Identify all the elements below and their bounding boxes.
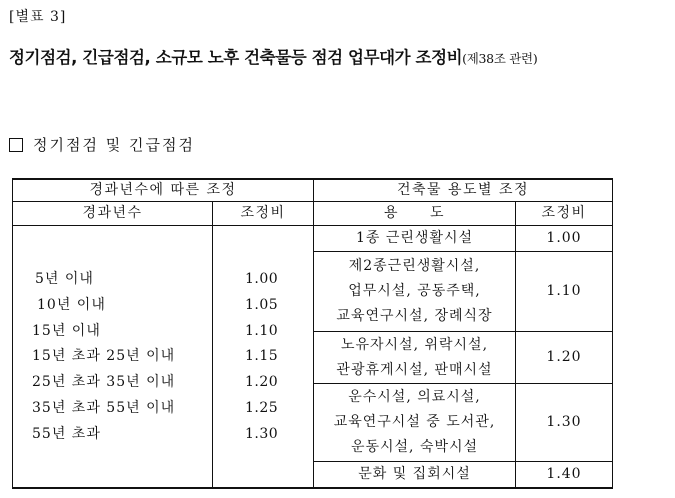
years-coeff: 1.10 (245, 322, 279, 339)
table-border-right (612, 178, 613, 489)
column-header-coeff-left: 조정비 (240, 205, 286, 221)
use-line: 문화 및 집회시설 (358, 466, 471, 482)
years-label: 15년 초과 25년 이내 (32, 348, 176, 365)
years-coeff: 1.15 (245, 348, 279, 365)
use-cell (314, 332, 515, 383)
use-line: 노유자시설, 위락시설, (340, 336, 489, 353)
years-list (32, 267, 175, 448)
use-coeff: 1.20 (546, 349, 582, 365)
title-main: 정기점검, 긴급점검, 소규모 노후 건축물등 점검 업무대가 조정비 (9, 48, 463, 67)
years-row (32, 319, 175, 345)
use-coeff: 1.10 (546, 283, 582, 299)
years-row (32, 422, 175, 448)
years-label: 5년 이내 (35, 271, 94, 287)
use-line: 업무시설, 공동주택, (348, 283, 481, 299)
years-row (32, 370, 175, 396)
left-group-header: 경과년수에 따른 조정 (89, 182, 237, 198)
use-line: 제2종근린생활시설, (348, 258, 481, 274)
use-cell (314, 384, 515, 461)
table-rule-left-split (212, 201, 213, 489)
annex-label: [별표 3] (9, 9, 67, 25)
years-label: 10년 이내 (37, 296, 106, 313)
years-label: 15년 이내 (32, 322, 101, 339)
use-cell (314, 252, 515, 331)
use-line: 교육연구시설 중 도서관, (333, 414, 496, 430)
right-group-header: 건축물 용도별 조정 (396, 182, 530, 198)
years-row (32, 396, 175, 422)
years-coeff-list (245, 267, 278, 448)
use-line: 운동시설, 숙박시설 (350, 439, 479, 455)
use-cell (314, 226, 515, 251)
column-header-coeff-right: 조정비 (541, 205, 587, 221)
years-row (32, 344, 175, 370)
use-coeff: 1.40 (546, 466, 582, 482)
years-coeff: 1.30 (245, 425, 279, 442)
years-coeff: 1.00 (245, 271, 279, 287)
column-header-years: 경과년수 (82, 205, 143, 221)
use-line: 운수시설, 의료시설, (348, 389, 481, 405)
years-label: 55년 초과 (32, 425, 101, 442)
use-cell (314, 462, 515, 487)
use-line: 관광휴게시설, 판매시설 (336, 361, 493, 378)
section-heading-text: 정기점검 및 긴급점검 (33, 136, 195, 154)
years-coeff: 1.05 (245, 296, 279, 313)
use-line: 교육연구시설, 장례식장 (336, 308, 493, 324)
years-coeff: 1.20 (245, 374, 279, 391)
years-row (32, 267, 175, 293)
use-coeff: 1.00 (546, 230, 582, 246)
use-line: 1종 근린생활시설 (355, 230, 474, 246)
column-header-use: 용 도 (383, 205, 446, 221)
years-row (32, 293, 175, 319)
years-label: 35년 초과 55년 이내 (32, 399, 176, 416)
title-reference: (제38조 관련) (462, 51, 538, 66)
years-coeff: 1.25 (245, 399, 279, 416)
use-coeff: 1.30 (546, 414, 582, 430)
years-label: 25년 초과 35년 이내 (32, 374, 176, 391)
